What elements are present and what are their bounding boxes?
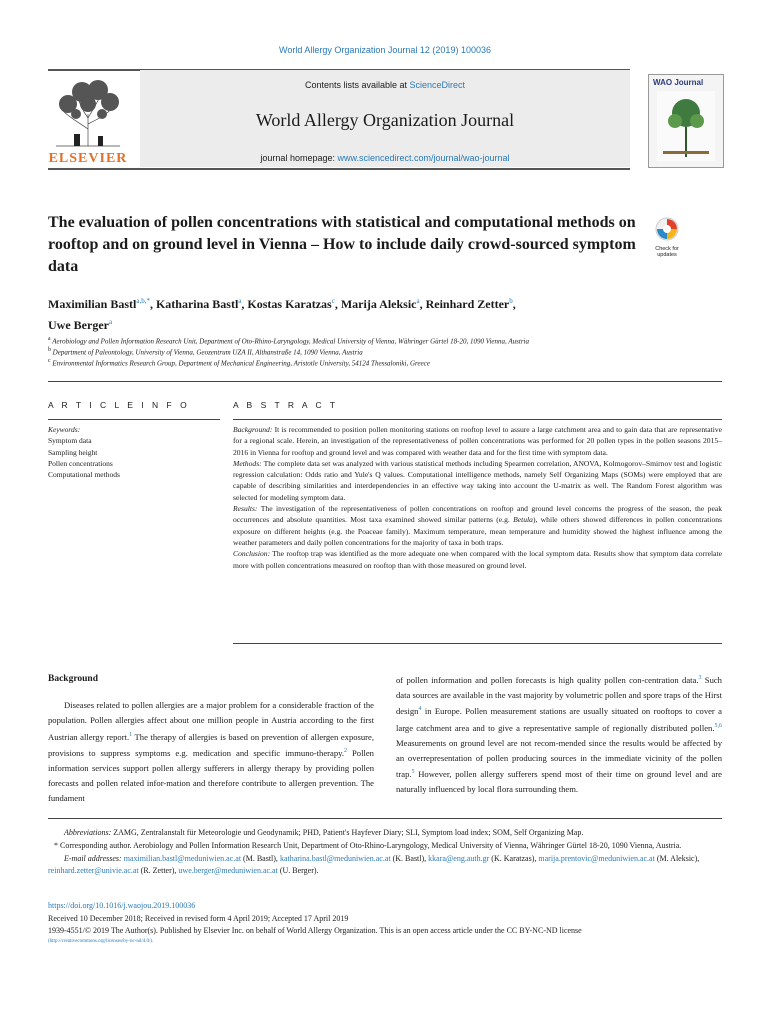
author-affil-sup[interactable]: a,b,* [136,297,150,305]
body-right-column [396,671,722,797]
author-name[interactable]: Kostas Karatzas [247,297,332,311]
body-text: Measurements on ground level are not recom-mended since the results would be affected by an overrepresentation of pollen producing sources in the immediate vicinity of the pollen trap. [396,737,722,780]
author-list: Maximilian Bastl$^{a,b,*}$, Katharina Bastl$^a$, Kostas Karatzas$^c$, Marija Aleksic$^a$, Reinhard Zetter$^b$, Uwe Berger$^a$ [48,297,516,332]
abstract-end-rule [233,643,722,644]
sciencedirect-link[interactable]: ScienceDirect [409,80,466,90]
abstract-methods: The complete data set was analyzed with various statistical methods including Spearmen correlation, ANOVA, Kolmogorov–Smirnov test and logistic regression calculation: Odds ratio and Yule's Q values. Computational intelligence methods, namely Self Organizing Maps (SOMs) were employed that are capable of describing similarities and interdependencies in an effective way taking into account the U-matrix as well. The Random Forest algorithm was selected for modeling symptom data. [233,458,722,502]
email-owner: (K. Bastl), [390,853,429,863]
license-link[interactable]: (http://creativecommons.org/licenses/by-nc-nd/4.0/). [48,938,154,944]
abstract-results-label: Results: [233,504,258,514]
email-link[interactable]: marija.prentovic@meduniwien.ac.at [538,853,655,863]
affiliation-text: Department of Paleontology, University of Vienna, Geozentrum UZA II, Althanstraße 14, 1090 Vienna, Austria [52,348,363,357]
received-dates: Received 10 December 2018; Received in revised form 4 April 2019; Accepted 17 April 2019 [48,913,349,923]
body-text: of pollen information and pollen forecasts is high quality pollen con-centration data. [396,674,699,685]
abstract-background: It is recommended to position pollen monitoring stations on rooftop level to assure a large catchment area and to gain data that are representative for a regional scale. Herein, an investigation of the representativeness of pollen concentrations was performed for 20 pollen types in the pollen seasons 2015–2016 in Vienna for rooftop and ground level and was compared with weather data and for the first time with symptom data. [233,425,722,457]
abbreviations-label: Abbreviations: [64,828,112,837]
abstract-conclusion-label: Conclusion: [233,549,271,559]
abstract-background-label: Background: [233,425,273,434]
author-name[interactable]: Maximilian Bastl [48,297,137,311]
author-name[interactable]: Uwe Berger [48,318,109,332]
email-link[interactable]: katharina.bastl@meduniwien.ac.at [279,853,391,863]
email-owner: (K. Karatzas), [489,853,539,863]
check-updates-line-1: Check for [655,246,679,252]
article-info-heading: A R T I C L E I N F O [48,400,190,410]
affiliation [48,336,688,345]
affiliation-sup: c [48,358,51,364]
email-owner: (M. Aleksic), [654,853,700,863]
body-left-column [48,698,374,805]
copyright-line: 1939-4551/© 2019 The Author(s). Published by Elsevier Inc. on behalf of World Allergy Organization. This is an open access article under the CC BY-NC-ND license [48,926,582,935]
body-text: in Europe. Pollen measurement stations are usually situated on rooftops to cover a large catchment area and to give a representative sample of regionally distributed pollen. [396,706,722,733]
citation-ref[interactable]: 5 [411,769,415,776]
cover-figure-icon [657,91,715,161]
homepage-prefix: journal homepage: [260,153,338,163]
affiliation [48,347,688,356]
author-affil-sup[interactable]: a [108,318,113,326]
body-text: The therapy of allergies is based on prevention of allergen exposure, provisions to suppress symptoms e.g. medication and specific immuno-therapy. [48,731,375,759]
affiliation-sup: a [48,336,51,342]
citation-ref[interactable]: 2 [344,748,348,755]
elsevier-logo-text: ELSEVIER [48,151,128,166]
keywords-block [48,424,218,480]
keyword-item: Pollen concentrations [48,458,113,468]
abstract-results-cont: ), while others showed differences in pollen concentrations exposure on different heights (e.g. the Poaceae family). Maximum temperature, mean temperature and humidity showed the highest influence among the weather parameters and daily pollen concentrations for the majority of taxa in both traps. [233,515,723,547]
abstract-rule [233,419,722,420]
author-affil-sup[interactable]: c [331,297,335,305]
body-text: Diseases related to pollen allergies are a major problem for a considerable fraction of the population. Pollen allergies affect about one million people in Austria according to the first Austrian allergy report. [48,700,374,742]
citation-ref[interactable]: 4 [418,706,422,713]
author-name[interactable]: Katharina Bastl [155,297,239,311]
contents-prefix: Contents lists available at [304,80,410,90]
background-heading: Background [48,674,98,684]
email-link[interactable]: uwe.berger@meduniwien.ac.at [178,866,278,876]
body-text: Pollen information services support pollen allergy sufferers in allergy therapy by providing pollen forecasts and pollen related infor-mation and therefore contribute to allergen prevention. The fundament [48,748,374,803]
email-link[interactable]: kkara@eng.auth.gr [428,853,490,863]
check-for-updates-badge[interactable] [650,217,684,257]
email-owner: (R. Zetter), [138,866,179,876]
contents-line [140,80,630,90]
journal-title: World Allergy Organization Journal [255,110,515,130]
check-updates-line-2: updates [657,252,677,258]
keyword-item: Computational methods [48,470,120,480]
email-link[interactable]: maximilian.bastl@meduniwien.ac.at [123,853,242,863]
check-updates-text [650,246,684,258]
author-name[interactable]: Marija Aleksic [340,297,417,311]
abstract-methods-label: Methods: [233,458,262,468]
keyword-item: Symptom data [48,436,92,446]
keywords-label: Keywords: [48,425,81,434]
article-info-rule [48,419,220,420]
journal-homepage-line [140,153,630,163]
body-text: However, pollen allergy sufferers spend most of their time on ground level and are naturally influenced by local flora surrounding them. [396,769,722,795]
email-footnote [48,853,722,879]
journal-citation[interactable]: World Allergy Organization Journal 12 (2019) 100036 [279,45,491,55]
author-name[interactable]: Reinhard Zetter [425,297,510,311]
doi-link[interactable]: https://doi.org/10.1016/j.waojou.2019.100036 [48,901,196,910]
author-affil-sup[interactable]: a [416,297,420,305]
abbreviations-text: ZAMG, Zentralanstalt für Meteorologie und Geodynamik; PHD, Patient's Hayfever Diary; SLI, Symptom load index; SOM, Self Organizing Map. [111,828,584,837]
keyword-item: Sampling height [48,447,98,457]
article-title: The evaluation of pollen concentrations with statistical and computational methods on rooftop and on ground level in Vienna – How to include daily crowd-sourced symptom data [48,214,636,275]
abstract-heading: A B S T R A C T [233,400,339,410]
author-affil-sup[interactable]: a [238,297,242,305]
abbreviations-footnote [48,827,722,840]
body-text: Such data sources are available in the vast majority by volumetric pollen and spore traps of the Hirst design [396,674,722,717]
journal-cover-image [648,74,724,168]
affiliation-sup: b [48,347,51,353]
section-divider [48,381,722,382]
publication-info [48,900,728,946]
affiliation-text: Aerobiology and Pollen Information Research Unit, Department of Oto-Rhino-Laryngology, Medical University of Vienna, Währinger Gürtel 18-20, 1090 Vienna, Austria [52,337,529,346]
homepage-link[interactable]: www.sciencedirect.com/journal/wao-journal [337,153,510,163]
abstract-results-taxon: Betula [513,515,533,525]
footnotes [48,827,722,878]
abstract-results: The investigation of the representativeness of pollen concentrations on rooftop and ground level concerns the progress of the season, the peak occurrences and absolute quantities. Most taxa examined showed similar patterns (e.g. [233,504,722,525]
corresponding-author-footnote: * Corresponding author. Aerobiology and Pollen Information Research Unit, Department of Oto-Rhino-Laryngology, Medical University of Vienna, Währinger Gürtel 18-20, 1090 Vienna, Austria. [54,840,682,850]
header-rule-bottom [48,168,630,170]
footnote-divider [48,818,722,819]
email-label: E-mail addresses: [64,853,122,863]
affiliation [48,358,688,367]
citation-ref[interactable]: 3 [698,675,702,681]
email-link[interactable]: reinhard.zetter@univie.ac.at [48,866,139,876]
citation-ref[interactable]: 5,6 [714,723,722,730]
citation-ref[interactable]: 1 [129,731,133,738]
email-owner: (U. Berger). [277,866,319,876]
abstract-conclusion: The rooftop trap was identified as the more adequate one when compared with the local symptom data. Results show that symptom data correlate more with pollen concentrations measured on rooftop than with those measured on ground level. [233,549,722,570]
abstract-text [233,424,722,571]
affiliation-text: Environmental Informatics Research Group, Department of Mechanical Engineering, Aristotle University, 54124 Thessaloniki, Greece [52,359,430,368]
email-owner: (M. Bastl), [241,853,280,863]
author-affil-sup[interactable]: b [509,297,513,305]
cover-logo: WAO Journal [653,78,704,87]
check-updates-icon [652,217,682,241]
